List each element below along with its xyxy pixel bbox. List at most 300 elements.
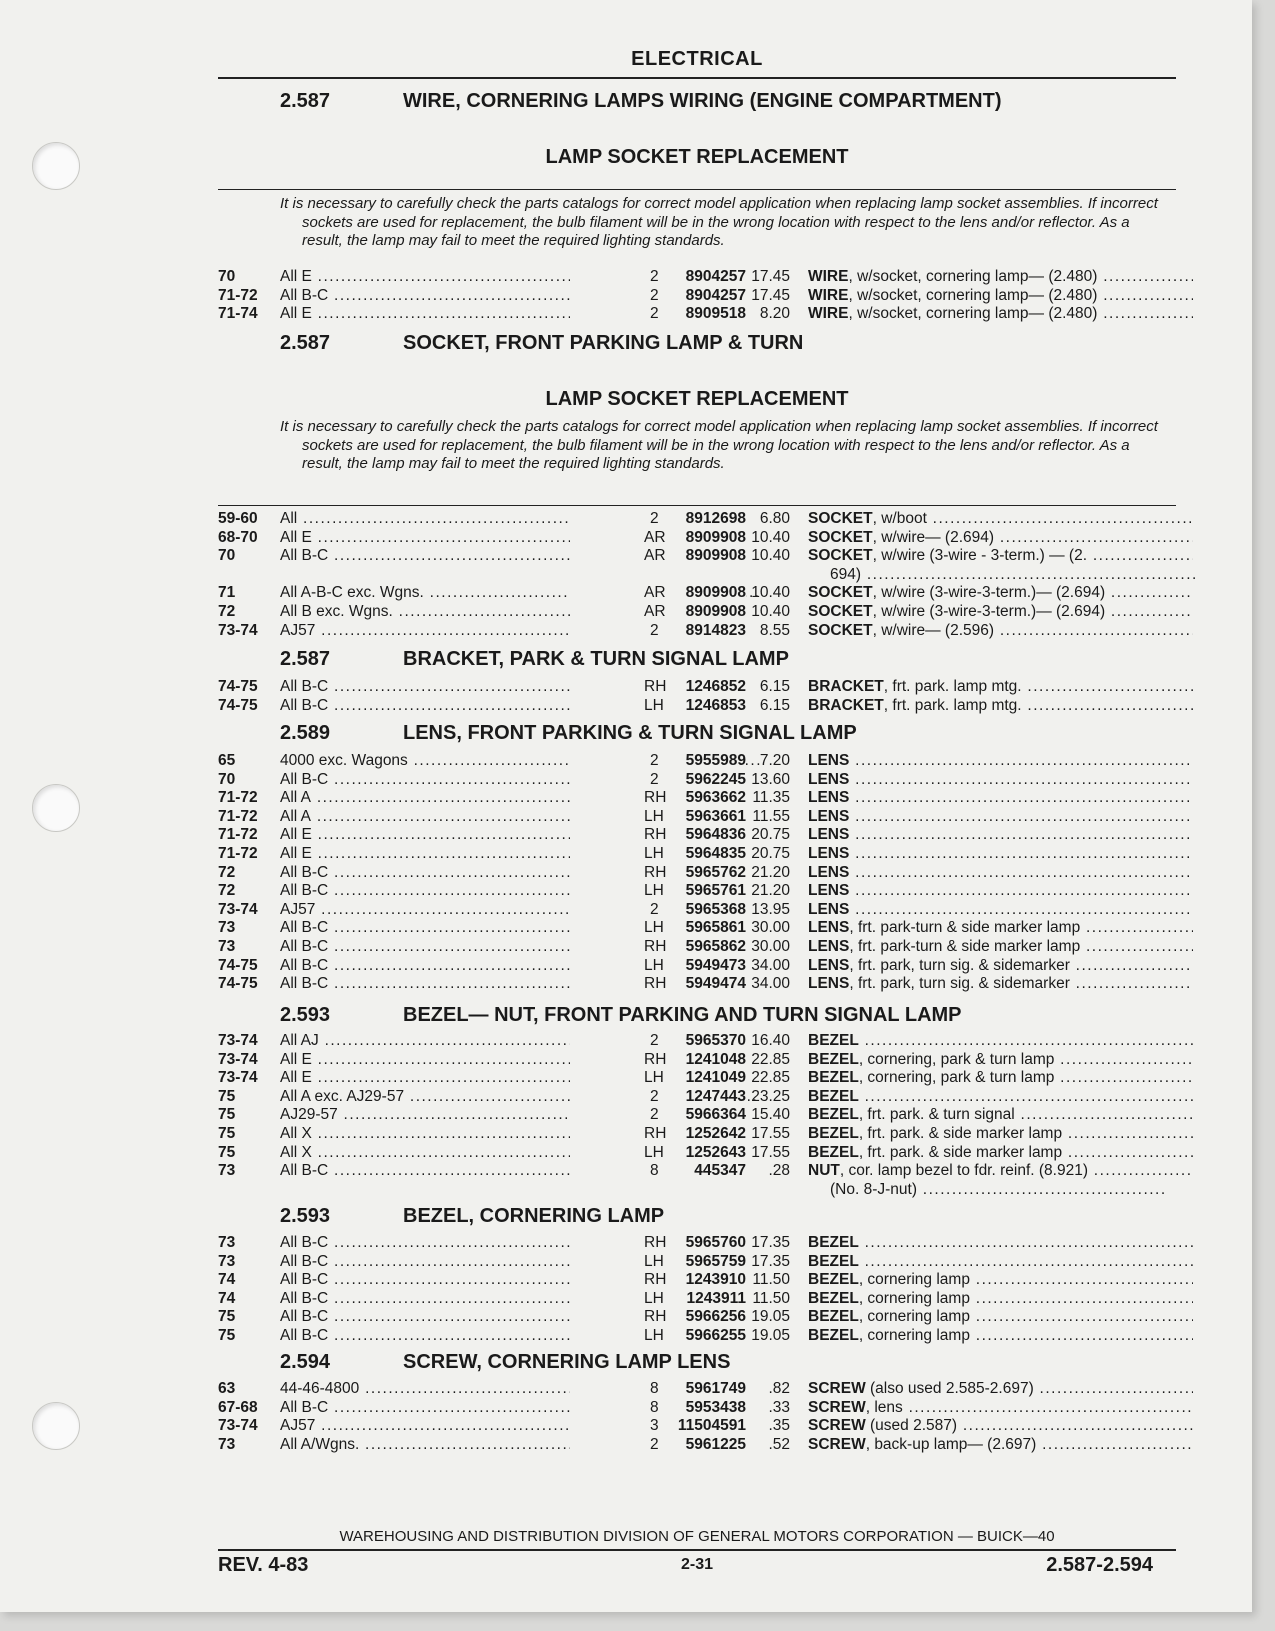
table-row bbox=[218, 678, 1176, 697]
table-row bbox=[218, 1380, 1176, 1399]
part-name: SCREW bbox=[808, 1435, 866, 1453]
part-name: LENS bbox=[808, 789, 850, 807]
part-name: BRACKET bbox=[808, 678, 884, 695]
model-application: All B-C ..... bbox=[280, 1162, 760, 1180]
part-number: 5965761 bbox=[570, 882, 746, 900]
table-row bbox=[218, 510, 1176, 529]
price: 11.50 bbox=[752, 1289, 790, 1307]
model-application: All E ..... bbox=[280, 268, 760, 286]
model-years: 73-74 bbox=[218, 1417, 258, 1435]
model-years: 71 bbox=[218, 584, 236, 602]
model-application: All B-C ..... bbox=[280, 1234, 760, 1252]
table-row bbox=[218, 305, 1176, 324]
model-years: 72 bbox=[218, 863, 236, 881]
quantity: AR bbox=[644, 602, 666, 620]
model-application: All B-C ..... bbox=[280, 287, 760, 305]
model-years: 73 bbox=[218, 1162, 236, 1180]
model-years: 74-75 bbox=[218, 975, 258, 993]
section-heading bbox=[280, 1004, 962, 1028]
part-name: LENS bbox=[808, 919, 850, 937]
model-application: All B-C ..... bbox=[280, 975, 760, 993]
description bbox=[808, 789, 1193, 807]
part-name: BEZEL bbox=[808, 1252, 859, 1270]
section-heading bbox=[280, 1351, 730, 1375]
model-years: 74 bbox=[218, 1289, 236, 1307]
description bbox=[808, 622, 1193, 640]
model-years: 73-74 bbox=[218, 621, 258, 639]
part-number: 5955989 bbox=[570, 752, 746, 770]
table-row bbox=[218, 808, 1176, 827]
price: 21.20 bbox=[751, 863, 790, 881]
footer-division: WAREHOUSING AND DISTRIBUTION DIVISION OF GENERAL MOTORS CORPORATION — BUICK—40 bbox=[339, 1528, 1055, 1545]
description bbox=[808, 808, 1193, 826]
table-row bbox=[218, 789, 1176, 808]
price: 19.05 bbox=[751, 1308, 790, 1326]
description-text: , w/socket, cornering lamp— (2.480) bbox=[848, 305, 1098, 323]
price: 6.15 bbox=[759, 678, 790, 695]
price: 8.55 bbox=[759, 621, 790, 639]
model-application: All ..... bbox=[280, 510, 760, 528]
section-title: LENS, FRONT PARKING & TURN SIGNAL LAMP bbox=[403, 722, 857, 744]
description-text: , w/socket, cornering lamp— (2.480) bbox=[848, 268, 1098, 285]
price: .82 bbox=[768, 1380, 790, 1397]
quantity: LH bbox=[644, 696, 664, 714]
part-name: LENS bbox=[808, 863, 850, 881]
quantity: LH bbox=[644, 844, 664, 862]
section-title: BEZEL, CORNERING LAMP bbox=[403, 1205, 665, 1227]
description bbox=[808, 603, 1193, 621]
part-name: SOCKET bbox=[808, 547, 873, 565]
part-number: 5966364 bbox=[570, 1106, 746, 1124]
part-number: 11504591 bbox=[570, 1417, 746, 1435]
section-heading bbox=[280, 90, 1002, 114]
binder-hole bbox=[32, 1402, 80, 1450]
part-number: 5966256 bbox=[570, 1308, 746, 1326]
quantity: 2 bbox=[650, 305, 659, 323]
description bbox=[808, 771, 1193, 789]
part-number: 5962245 bbox=[570, 771, 746, 789]
model-years: 72 bbox=[218, 602, 236, 620]
description bbox=[808, 1088, 1193, 1106]
model-years: 74-75 bbox=[218, 696, 258, 714]
quantity: 8 bbox=[650, 1398, 659, 1416]
model-application: All B-C ..... bbox=[280, 697, 760, 715]
model-application: All B-C ..... bbox=[280, 771, 760, 789]
description bbox=[808, 1271, 1193, 1289]
section-number: 2.593 bbox=[280, 1205, 331, 1227]
quantity: RH bbox=[644, 1124, 667, 1142]
price: 10.40 bbox=[751, 528, 790, 546]
part-name: LENS bbox=[808, 826, 850, 844]
description-text: , frt. park-turn & side marker lamp bbox=[849, 937, 1081, 955]
model-years: 71-74 bbox=[218, 305, 258, 323]
model-application: All E ..... bbox=[280, 826, 760, 844]
price: 6.15 bbox=[759, 696, 790, 714]
part-number: 5965861 bbox=[570, 919, 746, 937]
description bbox=[808, 882, 1193, 900]
model-application: All B-C ..... bbox=[280, 919, 760, 937]
model-application: 44-46-4800 ..... bbox=[280, 1380, 760, 1398]
table-row bbox=[218, 1032, 1176, 1051]
parts-table bbox=[218, 1380, 1176, 1454]
model-years: 73-74 bbox=[218, 900, 258, 918]
part-number: 5964835 bbox=[570, 845, 746, 863]
description-text: , frt. park. & turn signal bbox=[858, 1106, 1015, 1124]
description-text: , cornering, park & turn lamp bbox=[858, 1069, 1055, 1087]
table-row bbox=[218, 1417, 1176, 1436]
part-number: 8912698 bbox=[570, 510, 746, 528]
part-name: WIRE bbox=[808, 268, 849, 285]
description-text: , w/wire (3-wire-3-term.)— (2.694) bbox=[872, 584, 1106, 602]
model-application: All B exc. Wgns. ..... bbox=[280, 603, 760, 621]
model-years: 72 bbox=[218, 882, 236, 900]
note-rule bbox=[218, 505, 1176, 506]
price: 20.75 bbox=[751, 826, 790, 844]
part-name: BEZEL bbox=[808, 1143, 859, 1161]
description-text: , lens bbox=[865, 1398, 903, 1416]
part-name: BEZEL bbox=[808, 1124, 859, 1142]
description bbox=[808, 1380, 1193, 1398]
model-application: All AJ ..... bbox=[280, 1032, 760, 1050]
description-text: , cornering lamp bbox=[858, 1289, 970, 1307]
part-number: 8904257 bbox=[570, 287, 746, 305]
table-row bbox=[218, 1144, 1176, 1163]
price: 13.60 bbox=[751, 770, 790, 788]
part-name: LENS bbox=[808, 900, 850, 918]
model-application: All B-C ..... bbox=[280, 547, 760, 565]
model-application: All X ..... bbox=[280, 1144, 760, 1162]
description bbox=[808, 510, 1193, 528]
part-number: 1246853 bbox=[570, 697, 746, 715]
price: 17.55 bbox=[751, 1143, 790, 1161]
part-name: LENS bbox=[808, 752, 850, 769]
description-text: , cornering lamp bbox=[858, 1271, 970, 1289]
table-row bbox=[218, 938, 1176, 957]
description-continued: 694) bbox=[830, 565, 862, 583]
description-text: , frt. park, turn sig. & sidemarker bbox=[849, 975, 1070, 993]
description-text: , w/wire (3-wire - 3-term.) — (2. bbox=[872, 547, 1088, 565]
description bbox=[808, 901, 1193, 919]
model-application: All B-C ..... bbox=[280, 938, 760, 956]
price: 17.35 bbox=[751, 1234, 790, 1251]
part-number: 1241049 bbox=[570, 1069, 746, 1087]
table-row bbox=[218, 1181, 1176, 1200]
description-text: , back-up lamp— (2.697) bbox=[865, 1435, 1037, 1453]
model-application: All B-C ..... bbox=[280, 678, 760, 696]
table-row bbox=[218, 864, 1176, 883]
quantity: AR bbox=[644, 547, 666, 565]
description-text: , cornering, park & turn lamp bbox=[858, 1050, 1055, 1068]
part-name: SOCKET bbox=[808, 621, 873, 639]
quantity: RH bbox=[644, 937, 667, 955]
section-title: BEZEL— NUT, FRONT PARKING AND TURN SIGNAL LAMP bbox=[403, 1004, 962, 1026]
quantity: LH bbox=[644, 1289, 664, 1307]
quantity: 2 bbox=[650, 510, 659, 527]
part-number: 1243911 bbox=[570, 1290, 746, 1308]
price: 10.40 bbox=[751, 547, 790, 565]
price: .33 bbox=[768, 1398, 790, 1416]
part-number: 5965368 bbox=[570, 901, 746, 919]
description-text: , cornering lamp bbox=[858, 1326, 970, 1344]
description bbox=[808, 584, 1193, 602]
price: 13.95 bbox=[751, 900, 790, 918]
model-years: 75 bbox=[218, 1087, 236, 1105]
part-name: SCREW bbox=[808, 1398, 866, 1416]
quantity: 8 bbox=[650, 1162, 659, 1180]
quantity: 2 bbox=[650, 1106, 659, 1124]
price: 15.40 bbox=[751, 1106, 790, 1124]
part-name: WIRE bbox=[808, 286, 849, 304]
description-text: , frt. park. lamp mtg. bbox=[883, 678, 1022, 695]
part-name: BEZEL bbox=[808, 1069, 859, 1087]
section-number: 2.594 bbox=[280, 1351, 331, 1373]
description-continued: (No. 8-J-nut) bbox=[830, 1180, 917, 1198]
description-text: , cor. lamp bezel to fdr. reinf. (8.921) bbox=[839, 1162, 1088, 1180]
description bbox=[808, 919, 1193, 937]
model-years: 65 bbox=[218, 752, 236, 769]
price: 11.55 bbox=[752, 807, 790, 825]
part-name: LENS bbox=[808, 770, 850, 788]
price: 8.20 bbox=[759, 305, 790, 323]
table-row bbox=[218, 1069, 1176, 1088]
description-text: , frt. park. lamp mtg. bbox=[883, 696, 1022, 714]
part-name: LENS bbox=[808, 882, 850, 900]
quantity: RH bbox=[644, 1234, 667, 1251]
table-row bbox=[218, 901, 1176, 920]
quantity: RH bbox=[644, 1050, 667, 1068]
description bbox=[808, 1327, 1193, 1345]
price: 34.00 bbox=[751, 956, 790, 974]
model-application: All B-C ..... bbox=[280, 1290, 760, 1308]
quantity: RH bbox=[644, 863, 667, 881]
part-number: 5949474 bbox=[570, 975, 746, 993]
description-text: , w/socket, cornering lamp— (2.480) bbox=[848, 286, 1098, 304]
table-row bbox=[218, 1234, 1176, 1253]
description bbox=[808, 1162, 1193, 1180]
description-text: (also used 2.585-2.697) bbox=[865, 1380, 1034, 1397]
price: 16.40 bbox=[751, 1032, 790, 1049]
model-application: All A-B-C exc. Wgns. ..... bbox=[280, 584, 760, 602]
part-number: 8914823 bbox=[570, 622, 746, 640]
description bbox=[808, 697, 1193, 715]
price: .35 bbox=[768, 1417, 790, 1435]
section-number: 2.587 bbox=[280, 332, 331, 354]
section-number: 2.587 bbox=[280, 648, 331, 670]
part-number: 5965370 bbox=[570, 1032, 746, 1050]
price: 30.00 bbox=[751, 937, 790, 955]
table-row bbox=[218, 845, 1176, 864]
price: .52 bbox=[768, 1435, 790, 1453]
table-row bbox=[218, 287, 1176, 306]
quantity: 2 bbox=[650, 1032, 659, 1049]
description bbox=[808, 938, 1193, 956]
description-text: , frt. park-turn & side marker lamp bbox=[849, 919, 1081, 937]
description bbox=[808, 864, 1193, 882]
description bbox=[808, 1290, 1193, 1308]
model-application: All B-C ..... bbox=[280, 1308, 760, 1326]
model-application: All B-C ..... bbox=[280, 864, 760, 882]
quantity: LH bbox=[644, 956, 664, 974]
section-number: 2.589 bbox=[280, 722, 331, 744]
part-name: BEZEL bbox=[808, 1289, 859, 1307]
table-row bbox=[218, 1271, 1176, 1290]
model-application: All E ..... bbox=[280, 305, 760, 323]
model-application: All A/Wgns. ..... bbox=[280, 1436, 760, 1454]
footer-page-number: 2-31 bbox=[680, 1556, 714, 1573]
part-number: 5965760 bbox=[570, 1234, 746, 1252]
quantity: LH bbox=[644, 807, 664, 825]
part-name: SOCKET bbox=[808, 510, 873, 527]
model-application: AJ57 ..... bbox=[280, 1417, 760, 1435]
model-years: 73 bbox=[218, 1234, 236, 1251]
model-years: 71-72 bbox=[218, 789, 258, 807]
description-text: , w/wire (3-wire-3-term.)— (2.694) bbox=[872, 602, 1106, 620]
model-years: 70 bbox=[218, 770, 236, 788]
model-application: AJ29-57 ..... bbox=[280, 1106, 760, 1124]
model-application: All B-C ..... bbox=[280, 1399, 760, 1417]
model-years: 73 bbox=[218, 937, 236, 955]
quantity: LH bbox=[644, 919, 664, 937]
description bbox=[808, 678, 1193, 696]
quantity: 8 bbox=[650, 1380, 659, 1397]
replacement-note: It is necessary to carefully check the parts catalogs for correct model application when replacing lamp socket assemblies. If incorrect sockets are used for replacement, the bulb filament will be in the wrong location with respect to the lens and/or reflector. As a result, the lamp may fail to meet the required lighting standards. bbox=[280, 195, 1158, 249]
table-row bbox=[218, 752, 1176, 771]
part-number: 5964836 bbox=[570, 826, 746, 844]
table-row bbox=[218, 697, 1176, 716]
footer-rule bbox=[218, 1549, 1176, 1551]
part-name: BEZEL bbox=[808, 1050, 859, 1068]
table-row bbox=[218, 1399, 1176, 1418]
model-application: 4000 exc. Wagons ..... bbox=[280, 752, 760, 770]
model-application: All E ..... bbox=[280, 529, 760, 547]
description bbox=[808, 1253, 1193, 1271]
quantity: RH bbox=[644, 1271, 667, 1289]
model-years: 74-75 bbox=[218, 678, 258, 695]
part-number: 5963661 bbox=[570, 808, 746, 826]
table-row bbox=[218, 957, 1176, 976]
description bbox=[808, 1308, 1193, 1326]
table-row bbox=[218, 1051, 1176, 1070]
description-text: , frt. park. & side marker lamp bbox=[858, 1124, 1063, 1142]
table-row bbox=[218, 1162, 1176, 1181]
description bbox=[808, 1032, 1193, 1050]
quantity: 2 bbox=[650, 770, 659, 788]
table-row bbox=[218, 919, 1176, 938]
table-row bbox=[218, 1125, 1176, 1144]
quantity: RH bbox=[644, 678, 667, 695]
price: 11.50 bbox=[752, 1271, 790, 1289]
model-years: 70 bbox=[218, 547, 236, 565]
price: 10.40 bbox=[751, 584, 790, 602]
model-application: All A ..... bbox=[280, 789, 760, 807]
quantity: 2 bbox=[650, 1087, 659, 1105]
model-years: 73-74 bbox=[218, 1032, 258, 1049]
price: 22.85 bbox=[751, 1050, 790, 1068]
description bbox=[808, 1051, 1193, 1069]
quantity: RH bbox=[644, 789, 667, 807]
part-name: LENS bbox=[808, 975, 850, 993]
part-number: 5965862 bbox=[570, 938, 746, 956]
description bbox=[808, 529, 1193, 547]
part-number: 5963662 bbox=[570, 789, 746, 807]
description bbox=[808, 826, 1193, 844]
part-name: BEZEL bbox=[808, 1087, 859, 1105]
part-number: 445347 bbox=[570, 1162, 746, 1180]
description bbox=[808, 845, 1193, 863]
part-number: 5953438 bbox=[570, 1399, 746, 1417]
quantity: LH bbox=[644, 1252, 664, 1270]
section-title: SOCKET, FRONT PARKING LAMP & TURN bbox=[403, 332, 804, 354]
model-years: 74-75 bbox=[218, 956, 258, 974]
model-years: 59-60 bbox=[218, 510, 258, 527]
part-number: 8909908 bbox=[570, 584, 746, 602]
parts-table bbox=[218, 752, 1176, 994]
price: 19.05 bbox=[751, 1326, 790, 1344]
quantity: LH bbox=[644, 882, 664, 900]
model-application: All B-C ..... bbox=[280, 1327, 760, 1345]
model-application: All E ..... bbox=[280, 1051, 760, 1069]
description bbox=[830, 566, 1195, 584]
model-years: 73-74 bbox=[218, 1069, 258, 1087]
price: 11.35 bbox=[752, 789, 790, 807]
part-number: 8904257 bbox=[570, 268, 746, 286]
section-number: 2.593 bbox=[280, 1004, 331, 1026]
description bbox=[830, 1181, 1165, 1199]
table-row bbox=[218, 603, 1176, 622]
model-years: 74 bbox=[218, 1271, 236, 1289]
part-number: 5961749 bbox=[570, 1380, 746, 1398]
model-application: All X ..... bbox=[280, 1125, 760, 1143]
binder-hole bbox=[32, 142, 80, 190]
description bbox=[808, 305, 1193, 323]
table-row bbox=[218, 826, 1176, 845]
quantity: 2 bbox=[650, 752, 659, 769]
quantity: RH bbox=[644, 1308, 667, 1326]
part-number: 1243910 bbox=[570, 1271, 746, 1289]
part-name: BEZEL bbox=[808, 1106, 859, 1124]
part-number: 5961225 bbox=[570, 1436, 746, 1454]
model-application: All B-C ..... bbox=[280, 1253, 760, 1271]
part-number: 5966255 bbox=[570, 1327, 746, 1345]
part-name: NUT bbox=[808, 1162, 840, 1180]
part-name: LENS bbox=[808, 956, 850, 974]
quantity: AR bbox=[644, 528, 666, 546]
description bbox=[808, 1106, 1193, 1124]
subtitle-rule bbox=[218, 189, 1176, 190]
section-title: BRACKET, PARK & TURN SIGNAL LAMP bbox=[403, 648, 789, 670]
quantity: AR bbox=[644, 584, 666, 602]
price: 6.80 bbox=[759, 510, 790, 527]
price: 17.45 bbox=[751, 268, 790, 285]
parts-table bbox=[218, 268, 1176, 324]
part-name: BEZEL bbox=[808, 1234, 859, 1251]
table-row bbox=[218, 1308, 1176, 1327]
model-years: 75 bbox=[218, 1326, 236, 1344]
price: 34.00 bbox=[751, 975, 790, 993]
table-row bbox=[218, 268, 1176, 287]
model-years: 75 bbox=[218, 1308, 236, 1326]
table-row bbox=[218, 1327, 1176, 1346]
part-name: BEZEL bbox=[808, 1032, 859, 1049]
table-row bbox=[218, 882, 1176, 901]
model-years: 63 bbox=[218, 1380, 236, 1397]
model-application: All E ..... bbox=[280, 845, 760, 863]
quantity: RH bbox=[644, 975, 667, 993]
section-title: SCREW, CORNERING LAMP LENS bbox=[403, 1351, 731, 1373]
part-number: 8909908 bbox=[570, 547, 746, 565]
quantity: LH bbox=[644, 1143, 664, 1161]
section-subtitle: LAMP SOCKET REPLACEMENT bbox=[545, 146, 849, 168]
